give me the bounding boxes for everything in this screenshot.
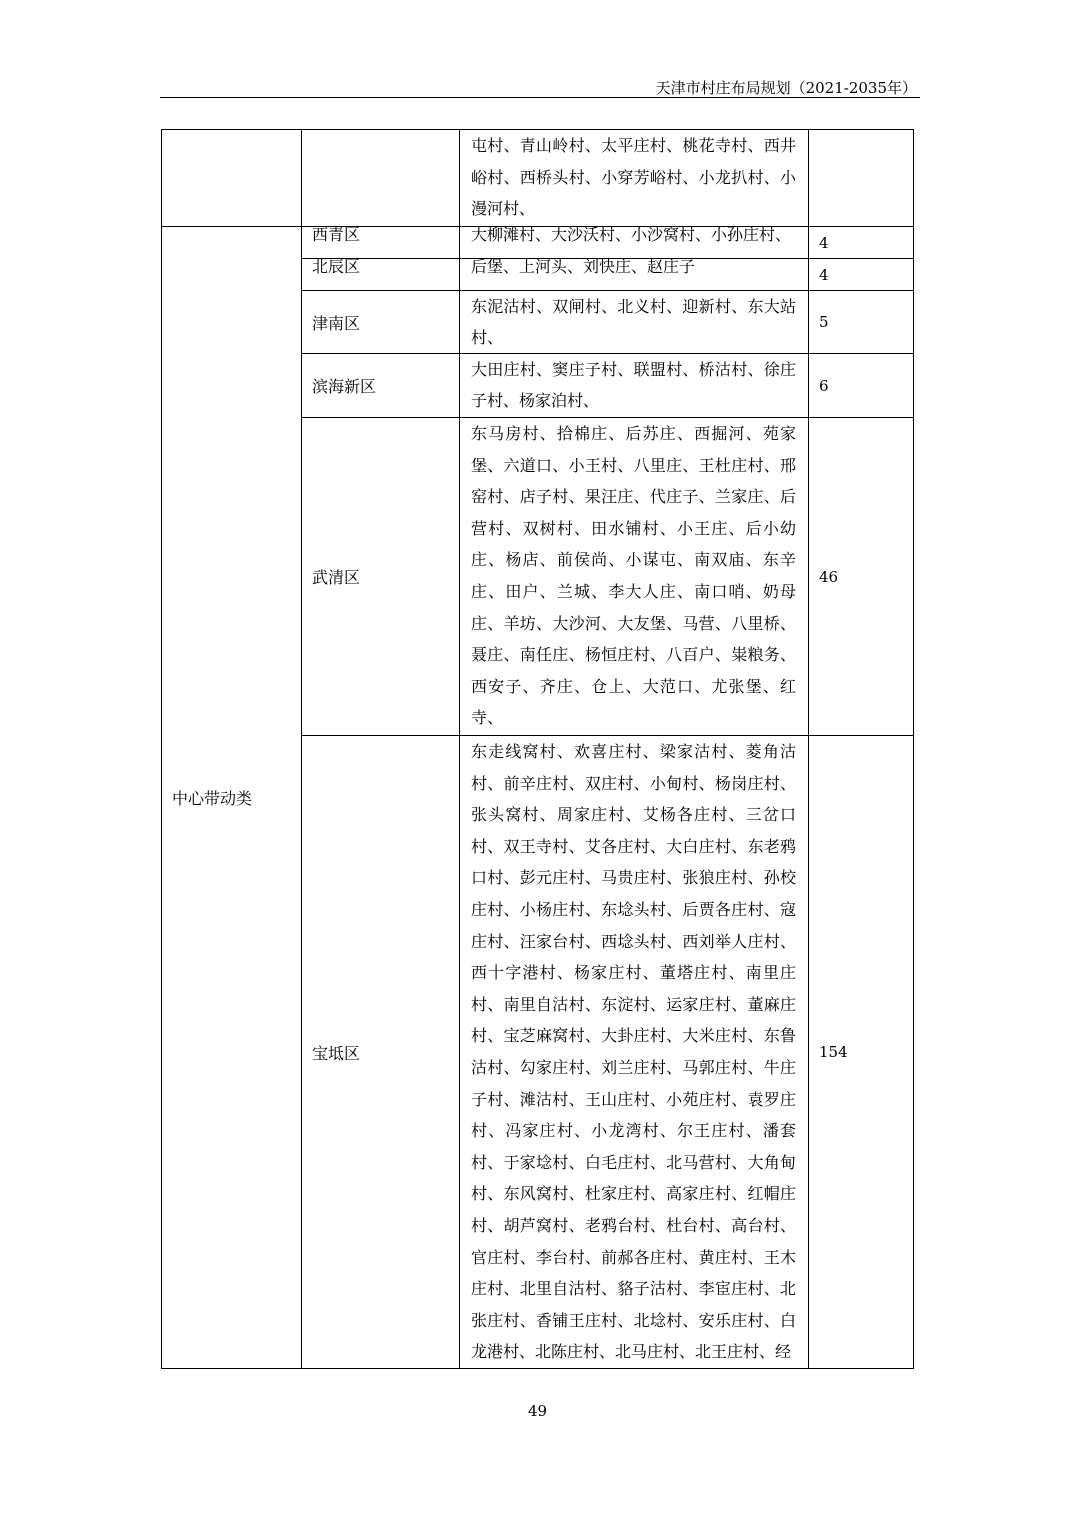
count-cell: 4 <box>809 259 914 291</box>
page-header-title: 天津市村庄布局规划（2021-2035年） <box>655 79 917 97</box>
villages-cell: 大柳滩村、大沙沃村、小沙窝村、小孙庄村、 <box>460 227 809 259</box>
villages-cell: 东泥沽村、双闸村、北义村、迎新村、东大站村、 <box>460 291 809 354</box>
count-cell <box>809 130 914 227</box>
district-cell: 津南区 <box>302 291 460 354</box>
page-number: 49 <box>527 1402 548 1420</box>
count-cell: 46 <box>809 418 914 736</box>
count-cell: 4 <box>809 227 914 259</box>
table-row <box>162 130 914 227</box>
district-cell: 宝坻区 <box>302 736 460 1369</box>
district-cell: 西青区 <box>302 227 460 259</box>
district-cell <box>302 130 460 227</box>
village-table <box>161 129 914 1369</box>
villages-cell: 后堡、上河头、刘快庄、赵庄子 <box>460 259 809 291</box>
table-row <box>162 227 914 259</box>
district-cell: 滨海新区 <box>302 354 460 418</box>
count-cell: 6 <box>809 354 914 418</box>
district-cell: 北辰区 <box>302 259 460 291</box>
count-cell: 154 <box>809 736 914 1369</box>
category-cell: 中心带动类 <box>162 227 302 1369</box>
villages-cell: 东走线窝村、欢喜庄村、梁家沽村、菱角沽村、前辛庄村、双庄村、小甸村、杨岗庄村、张头窝村、周家庄村、艾杨各庄村、三岔口村、双王寺村、艾各庄村、大白庄村、东老鸦口村、彭元庄村、马贵庄村、张狼庄村、孙校庄村、小杨庄村、东埝头村、后贾各庄村、寇庄村、汪家台村、西埝头村、西刘举人庄村、西十字港村、杨家庄村、董塔庄村、南里庄村、南里自沽村、东淀村、运家庄村、董麻庄村、宝芝麻窝村、大卦庄村、大米庄村、东鲁沽村、勾家庄村、刘兰庄村、马郭庄村、牛庄子村、滩沽村、王山庄村、小苑庄村、袁罗庄村、冯家庄村、小龙湾村、尔王庄村、潘套村、于家埝村、白毛庄村、北马营村、大角甸村、东风窝村、杜家庄村、高家庄村、红帽庄村、胡芦窝村、老鸦台村、杜台村、高台村、官庄村、李台村、前郝各庄村、黄庄村、王木庄村、北里自沽村、貉子沽村、李宦庄村、北张庄村、香铺王庄村、北埝村、安乐庄村、白龙港村、北陈庄村、北马庄村、北王庄村、经 <box>460 736 809 1369</box>
villages-cell: 屯村、青山岭村、太平庄村、桃花寺村、西井峪村、西桥头村、小穿芳峪村、小龙扒村、小漫河村、 <box>460 130 809 227</box>
villages-cell: 大田庄村、窦庄子村、联盟村、桥沽村、徐庄子村、杨家泊村、 <box>460 354 809 418</box>
category-cell <box>162 130 302 227</box>
header-rule <box>160 97 920 98</box>
district-cell: 武清区 <box>302 418 460 736</box>
count-cell: 5 <box>809 291 914 354</box>
villages-cell: 东马房村、拾棉庄、后苏庄、西掘河、苑家堡、六道口、小王村、八里庄、王杜庄村、邢窑村、店子村、果汪庄、代庄子、兰家庄、后营村、双树村、田水铺村、小王庄、后小幼庄、杨店、前侯尚、小谋屯、南双庙、东辛庄、田户、兰城、李大人庄、南口哨、奶母庄、羊坊、大沙河、大友堡、马营、八里桥、聂庄、南任庄、杨恒庄村、八百户、粜粮务、西安子、齐庄、仓上、大范口、尤张堡、红寺、 <box>460 418 809 736</box>
